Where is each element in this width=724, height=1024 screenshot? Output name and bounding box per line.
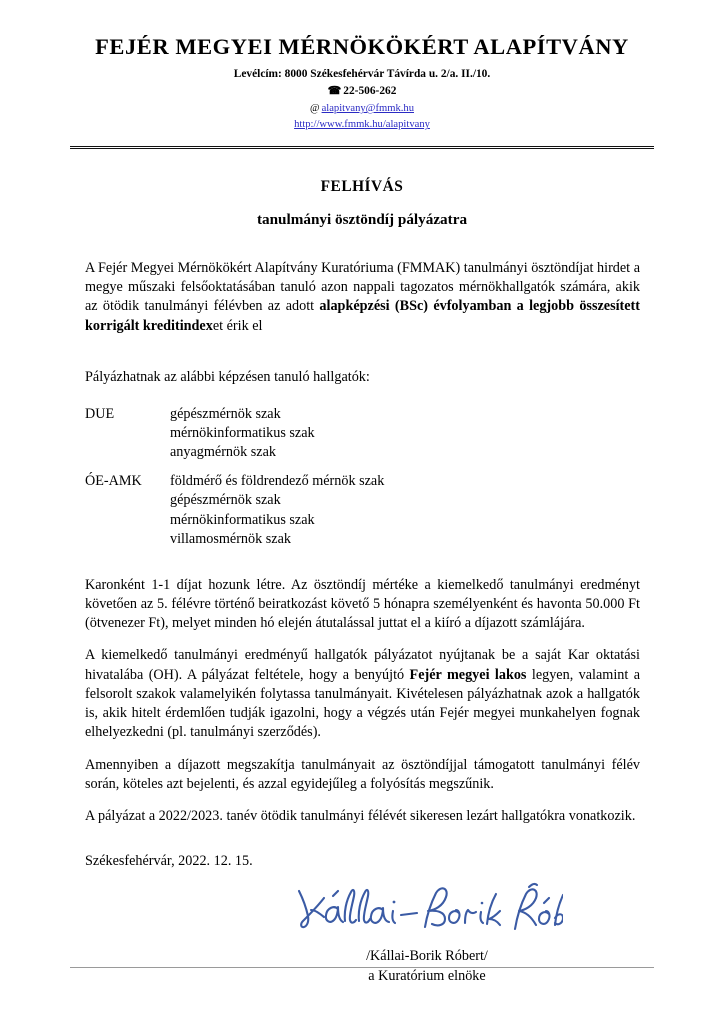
website-link[interactable]: http://www.fmmk.hu/alapitvany (294, 119, 430, 131)
email-link[interactable]: alapitvany@fmmk.hu (321, 103, 414, 114)
website-line (70, 117, 654, 132)
programs-list (85, 405, 640, 549)
program-group (85, 405, 640, 462)
major-item: földmérő és földrendező mérnök szak (170, 473, 385, 490)
postal-address: Levélcím: 8000 Székesfehérvár Távírda u. 2/a. II./10. (233, 67, 491, 80)
major-item: mérnökinformatikus szak (170, 425, 315, 442)
major-item: gépészmérnök szak (170, 492, 281, 509)
intro-text-tail: et érik el (212, 317, 263, 334)
major-item: anyagmérnök szak (170, 444, 276, 461)
email-line (70, 101, 654, 116)
signer-name: /Kállai-Borik Róbert/ (366, 948, 488, 965)
program-group (85, 472, 640, 548)
interruption-paragraph: Amennyiben a díjazott megszakítja tanulmányait az ösztöndíjjal támogatott tanulmányi félév során, köteles azt bejelenti, és azzal egyidejűleg a folyósítás megszűnik. (85, 756, 640, 792)
intro-paragraph (85, 259, 640, 336)
major-item: gépészmérnök szak (170, 406, 281, 423)
spacer (85, 349, 640, 368)
headline-block (70, 178, 654, 229)
document-body (70, 259, 654, 826)
major-list (170, 472, 640, 548)
organization-title: FEJÉR MEGYEI MÉRNÖKÖKÉRT ALAPÍTVÁNY (95, 34, 629, 59)
scope-paragraph: A pályázat a 2022/2023. tanév ötödik tanulmányi félévét sikeresen lezárt hallgatókra vonatkozik. (85, 808, 636, 825)
document-subtitle: tanulmányi ösztöndíj pályázatra (256, 210, 468, 228)
phone-number: 22-506-262 (343, 85, 397, 98)
signature-image-wrap (85, 873, 639, 947)
place-and-date: Székesfehérvár, 2022. 12. 15. (85, 853, 253, 870)
eligibility-paragraph (85, 646, 640, 742)
phone-line (70, 83, 654, 100)
school-code: DUE (85, 406, 115, 423)
spacer (85, 549, 640, 576)
document-title: FELHÍVÁS (320, 177, 404, 195)
handwritten-signature-icon (293, 877, 563, 943)
intro-text-lead: A Fejér Megyei Mérnökökért Alapítvány Kuratóriuma (FMMAK) tanulmányi ösztöndíjat hirdet a megye műszaki felsőoktatásában tanuló azon nappali tagozatos mérnökhallgatók számára, akik az ötödik tanulmányi félévben az adott (85, 259, 640, 315)
eligibility-text-emphasis: Fejér megyei lakos (409, 666, 527, 683)
major-item: mérnökinformatikus szak (170, 511, 315, 528)
at-sign-icon: @ (309, 103, 320, 114)
telephone-icon: ☎ (327, 85, 342, 98)
eligibility-text-tail: legyen, valamint a felsorolt szakok valamelyikén folytassa tanulmányait. Kivételesen pályázhatnak azok a hallgatók is, akik hitelt érdemlően tudják igazolni, hogy a végzés után Fejér megyei munkahelyen fognak elhelyezkedni (pl. tanulmányi szerződés). (85, 666, 640, 741)
programs-lead-in: Pályázhatnak az alábbi képzésen tanuló hallgatók: (85, 368, 370, 385)
signer-role: a Kuratórium elnöke (368, 968, 486, 985)
letterhead (70, 0, 654, 133)
major-list (170, 405, 640, 462)
school-code: ÓE-AMK (85, 473, 142, 490)
award-paragraph: Karonként 1-1 díjat hozunk létre. Az ösztöndíj mértéke a kiemelkedő tanulmányi eredményt követően az 5. félévre történő beiratkozást követő 5 hónapra személyenként és havonta 50.000 Ft (ötvenezer Ft), melyet minden hó elején átutalással juttat el a kiíró a díjazott számlájára. (85, 576, 640, 632)
footer-divider (70, 967, 654, 968)
eligibility-text-lead: A kiemelkedő tanulmányi eredményű hallgatók pályázatot nyújtanak be a saját Kar oktatási hivatalába (OH). A pályázat feltétele, hogy a benyújtó (85, 647, 640, 683)
header-divider (70, 146, 654, 149)
intro-text-emphasis: alapképzési (BSc) évfolyamban a legjobb összesített korrigált kreditindex (85, 298, 641, 334)
major-item: villamosmérnök szak (170, 530, 291, 547)
